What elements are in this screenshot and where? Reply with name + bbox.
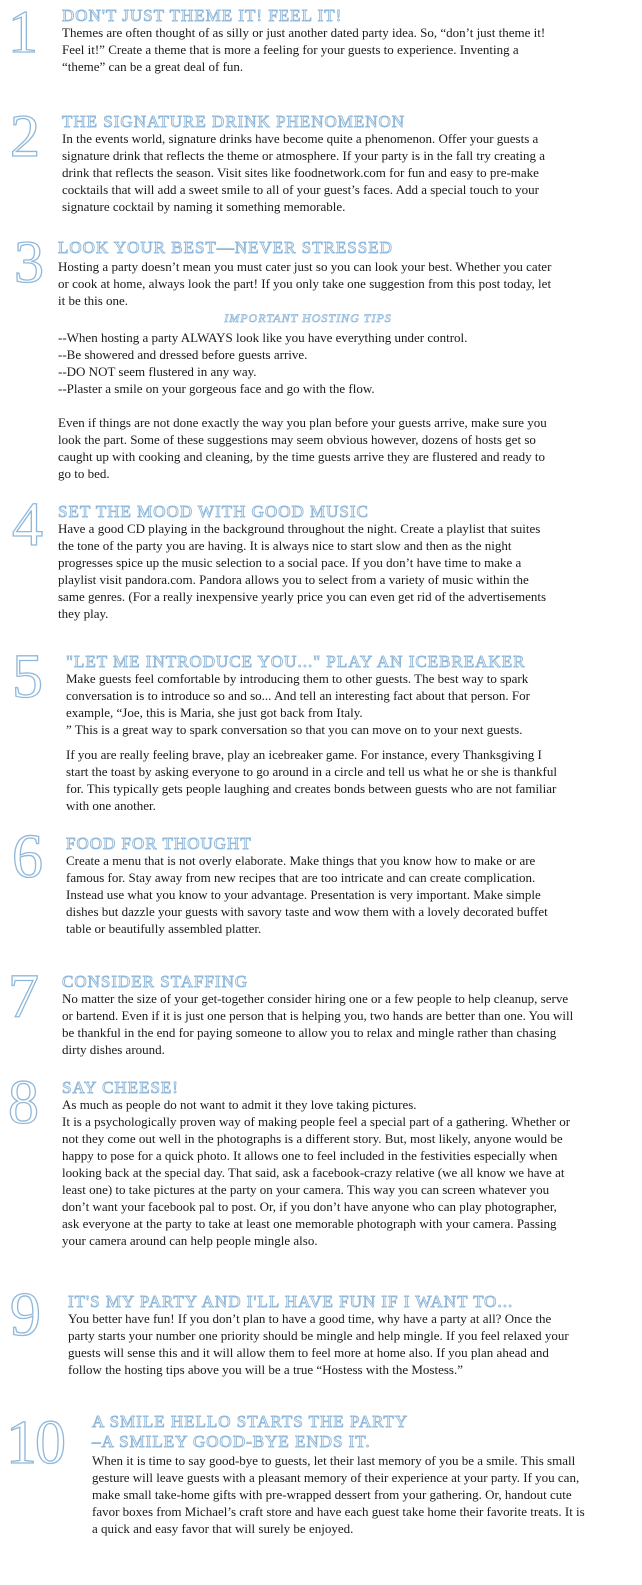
tip-body	[62, 1096, 576, 1249]
tip-number: 3	[14, 229, 42, 295]
tip-body	[66, 670, 564, 814]
tip-outro: Even if things are not done exactly the way you plan before your guests arrive, make sure you look the part. Some of these suggestions may seem obvious however, dozens of hosts get so caught up with cooking and cleaning, by the time guests arrive they are flustered and ready to go to bed.	[58, 415, 547, 481]
tip-title: "LET ME INTRODUCE YOU..." PLAY AN ICEBREAKER	[66, 652, 526, 671]
tip-number: 2	[10, 103, 38, 169]
tip-paragraph: Create a menu that is not overly elaborate. Make things that you know how to make or are famous for. Stay away from new recipes that are too intricate and can create complication. Instead use what you know to your advantage. Presentation is very important. Make simple dishes but dazzle your guests with savory taste and wow them with a lovely decorated buffet table or beautifully assembled platter.	[66, 853, 548, 936]
tip-body	[68, 1310, 580, 1378]
tip-paragraph: As much as people do not want to admit it they love taking pictures.	[62, 1097, 417, 1112]
tip-list-item: --DO NOT seem flustered in any way.	[58, 364, 257, 379]
tip-number: 7	[8, 963, 37, 1031]
tip-number: 8	[8, 1069, 37, 1137]
tip-paragraph: No matter the size of your get-together consider hiring one or a few people to help cleanup, serve or bartend. Even if it is just one person that is helping you, two hands are better than one. You will be thankful in the end for paying someone to allow you to relax and mingle rather than chasing dirty dishes around.	[62, 991, 574, 1057]
tip-title: CONSIDER STAFFING	[62, 972, 249, 991]
tip-title: SET THE MOOD WITH GOOD MUSIC	[58, 502, 369, 521]
tip-paragraph: In the events world, signature drinks have become quite a phenomenon. Offer your guests a signature drink that reflects the theme or atmosphere. If your party is in the fall try creating a drink that reflects the season. Visit sites like foodnetwork.com for fun and easy to pre-make cocktails that will add a sweet smile to all of your guest’s faces. Add a special touch to your signature cocktail by naming it something memorable.	[62, 131, 545, 214]
tip-title-line2: –A SMILEY GOOD-BYE ENDS IT.	[92, 1432, 371, 1451]
tip-body	[92, 1452, 592, 1537]
tip-number: 5	[12, 643, 41, 711]
tip-body	[62, 24, 552, 75]
tip-list-item: --Plaster a smile on your gorgeous face and go with the flow.	[58, 381, 375, 396]
tip-paragraph: Make guests feel comfortable by introducing them to other guests. The best way to spark conversation is to introduce so and so... And tell an interesting fact about that person. For example, “Joe, this is Maria, she just got back from Italy.	[66, 671, 530, 720]
tip-title: IT'S MY PARTY AND I'LL HAVE FUN IF I WANT TO...	[68, 1292, 514, 1311]
tip-intro: Hosting a party doesn’t mean you must cater just so you can look your best. Whether you cater or cook at home, always look the part! If you only take one suggestion from this post today, let it be this one.	[58, 259, 552, 308]
tip-number: 4	[12, 491, 41, 559]
tip-subheading: IMPORTANT HOSTING TIPS	[224, 311, 392, 325]
tip-number: 10	[6, 1409, 64, 1477]
tip-paragraph: Themes are often thought of as silly or just another dated party idea. So, “don’t just theme it! Feel it!” Create a theme that is more a feeling for your guests to experience. Inventing a “theme” can be a great deal of fun.	[62, 25, 546, 74]
tip-title: SAY CHEESE!	[62, 1078, 179, 1097]
tip-number: 1	[8, 0, 36, 65]
tip-number: 9	[10, 1281, 39, 1349]
tip-body	[58, 258, 558, 482]
tip-paragraph: It is a psychologically proven way of making people feel a special part of a gathering. Whether or not they come out well in the photographs is a different story. But, most likely, anyone would be happy to pose for a quick photo. It allows one to feel included in the festivities especially when looking back at the special day. That said, ask a facebook-crazy relative (we all know we have at least one) to take pictures at the party on your camera. This way you can screen whatever you don’t want your facebook pal to post. Or, if you don’t have anyone who can play photographer, ask everyone at the party to take at least one memorable photograph with your camera. Passing your camera around can help people mingle also.	[62, 1114, 571, 1248]
tip-paragraph: Have a good CD playing in the background throughout the night. Create a playlist that suites the tone of the party you are having. It is always nice to start slow and then as the night progresses spice up the music selection to a social pace. If you don’t have time to make a playlist visit pandora.com. Pandora allows you to select from a variety of music within the same genres. (For a really inexpensive yearly price you can even get rid of the advertisements they play.	[58, 521, 547, 621]
tip-paragraph: You better have fun! If you don’t plan to have a good time, why have a party at all? Once the party starts your number one priority should be mingle and help mingle. If you feel relaxed your guests will sense this and it will allow them to feel more at home also. If you plan ahead and follow the hosting tips above you will be a true “Hostess with the Mostess.”	[68, 1311, 569, 1377]
tip-paragraph: When it is time to say good-bye to guests, let their last memory of you be a smile. This small gesture will leave guests with a pleasant memory of their experience at your party. If you can, make small take-home gifts with pre-wrapped dessert from your gathering. Or, handout cute favor boxes from Michael’s craft store and have each guest take home their favorite treats. It is a quick and easy favor that will surely be enjoyed.	[92, 1453, 585, 1536]
tip-body	[62, 990, 574, 1058]
tip-paragraph: ” This is a great way to spark conversation so that you can move on to your next guests.	[66, 722, 523, 737]
tip-list-item: --Be showered and dressed before guests arrive.	[58, 347, 308, 362]
tip-body	[66, 852, 552, 937]
tip-body	[62, 130, 564, 215]
tip-title: FOOD FOR THOUGHT	[66, 834, 252, 853]
tip-paragraph: If you are really feeling brave, play an icebreaker game. For instance, every Thanksgiving I start the toast by asking everyone to go around in a circle and tell us what he or she is thankful for. This typically gets people laughing and creates bonds between guests who are not familiar with one another.	[66, 747, 557, 813]
tip-number: 6	[12, 823, 41, 891]
tip-title: THE SIGNATURE DRINK PHENOMENON	[62, 112, 406, 131]
tip-body	[58, 520, 558, 622]
tip-list-item: --When hosting a party ALWAYS look like you have everything under control.	[58, 330, 468, 345]
tip-title: DON'T JUST THEME IT! FEEL IT!	[62, 6, 343, 25]
tip-title: LOOK YOUR BEST—NEVER STRESSED	[58, 238, 393, 257]
tip-title: A SMILE HELLO STARTS THE PARTY	[92, 1412, 409, 1431]
